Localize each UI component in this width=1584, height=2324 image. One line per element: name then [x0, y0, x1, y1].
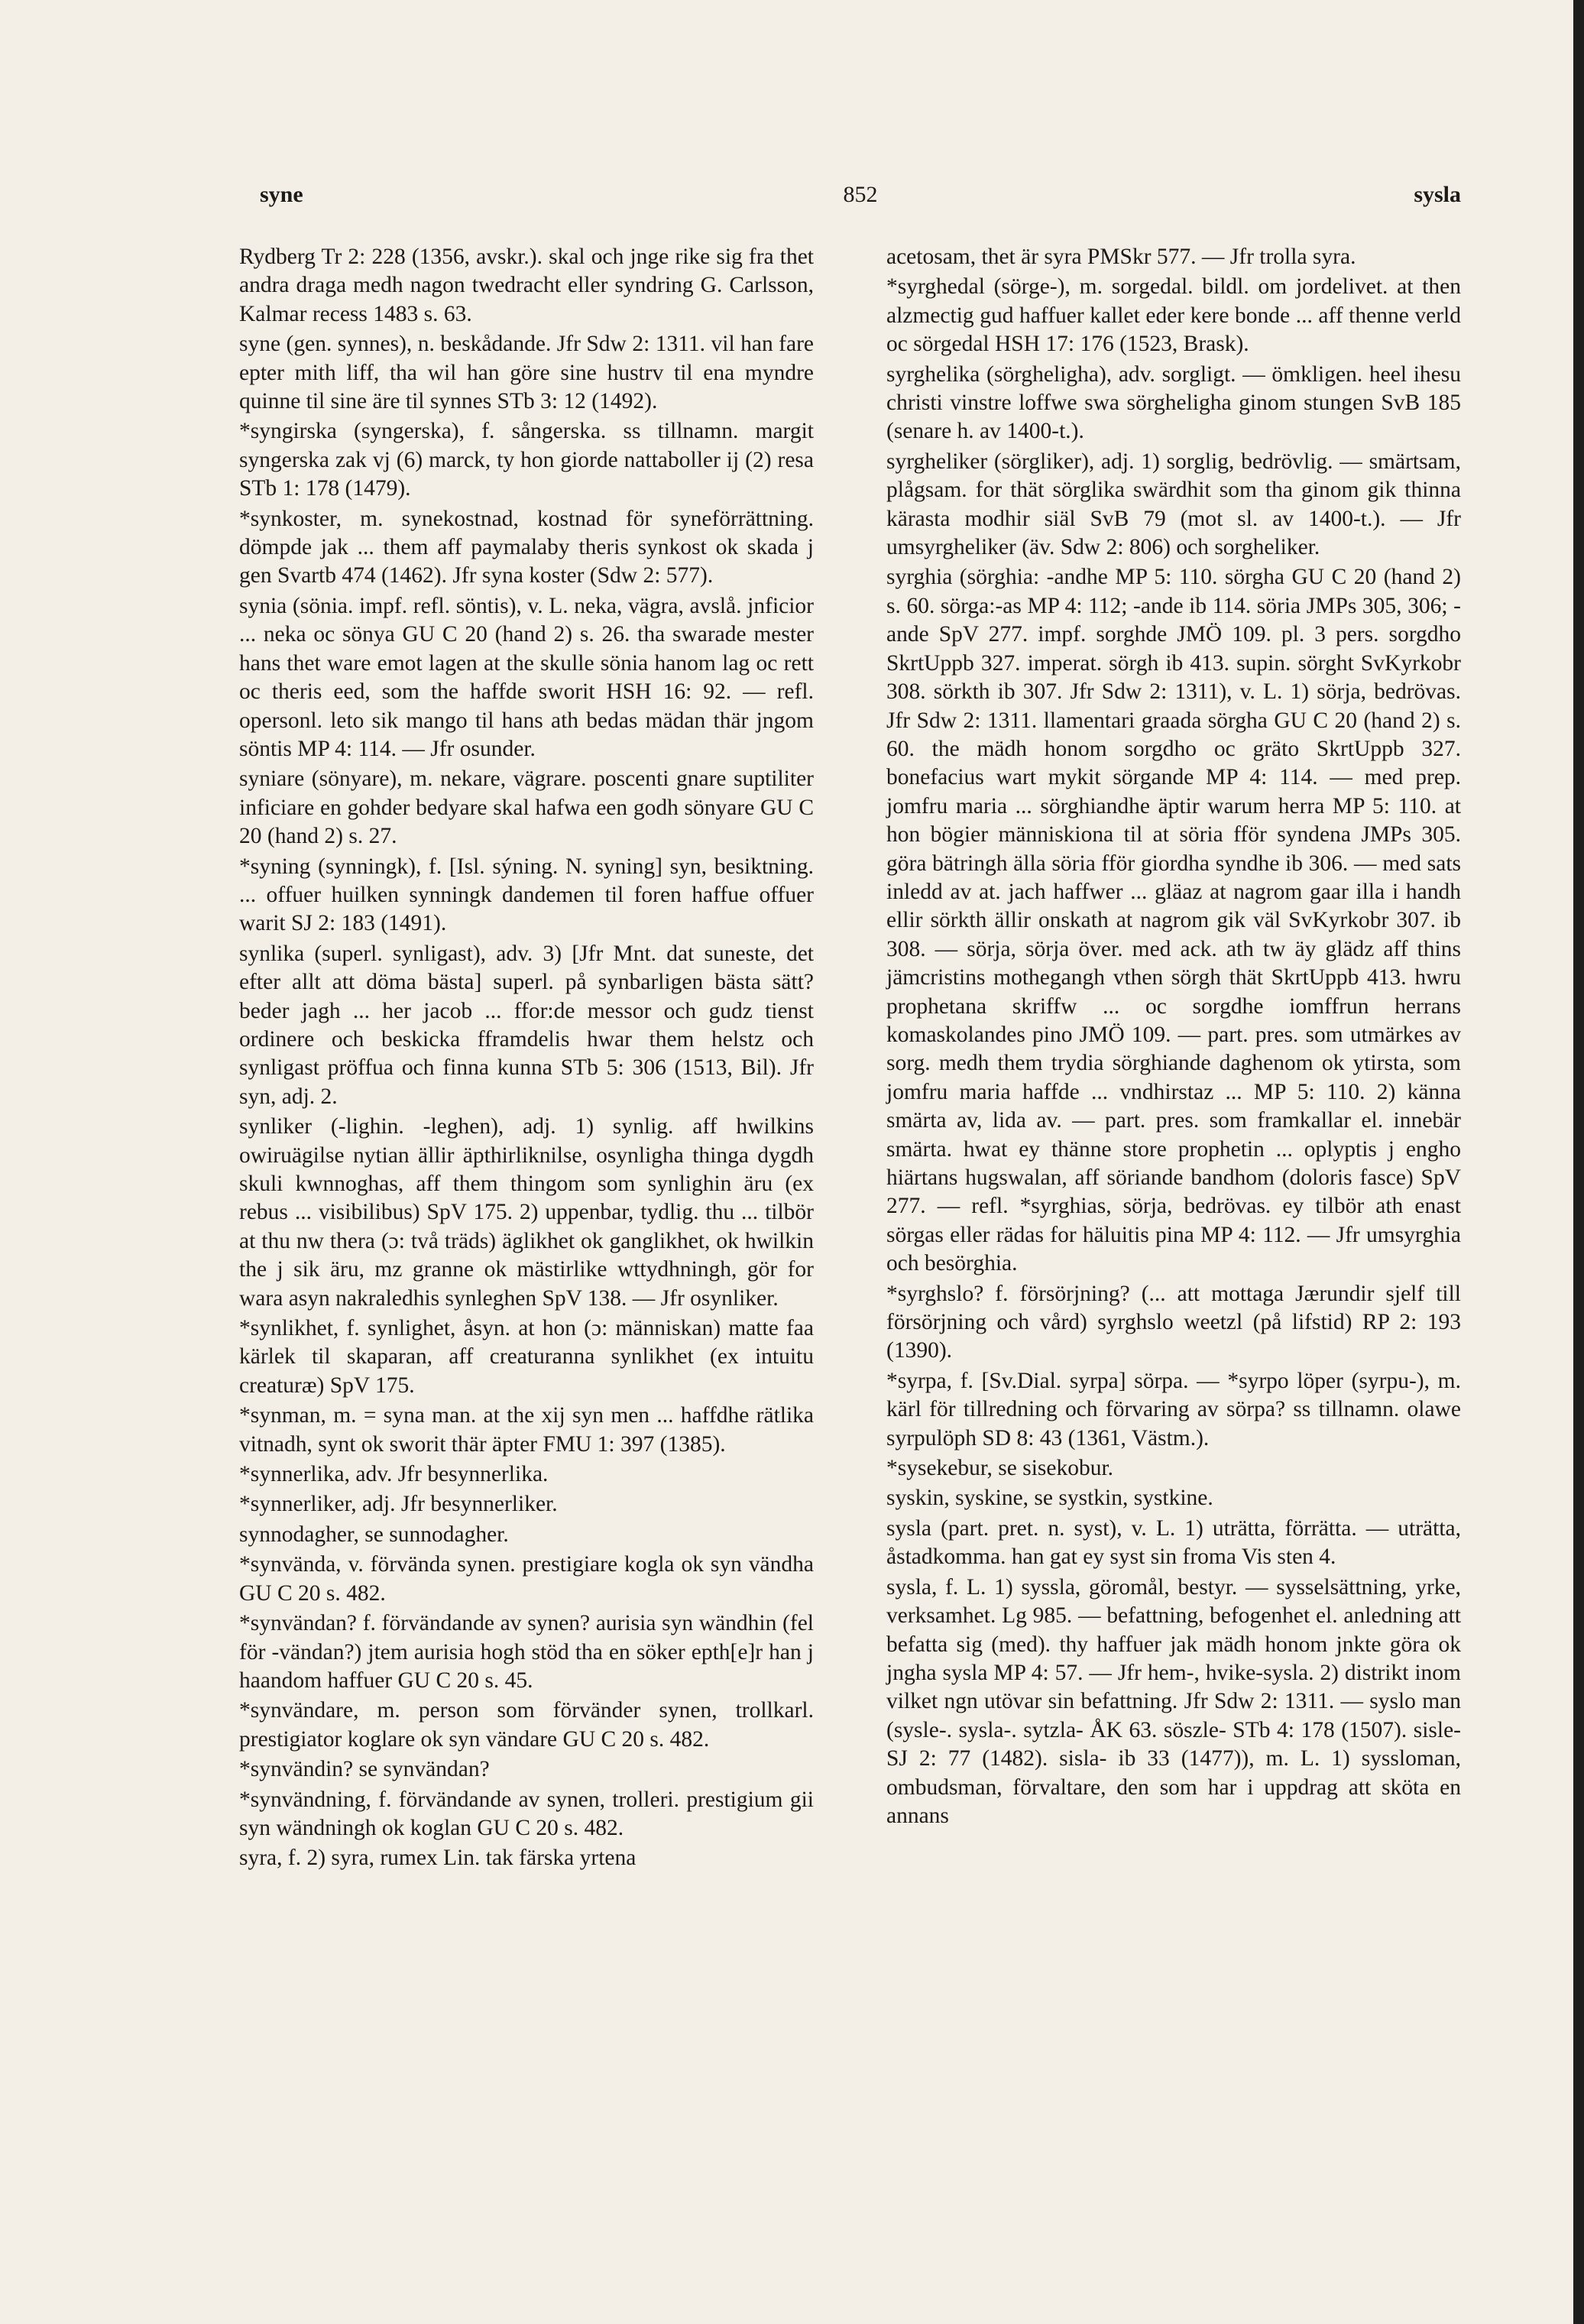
entry-paragraph: *sysekebur, se sisekobur. [886, 1456, 1114, 1481]
left-column [239, 243, 814, 1875]
entry-paragraph: synnodagher, se sunnodagher. [239, 1522, 509, 1547]
page-header [260, 182, 1461, 212]
page-number: 852 [843, 182, 878, 207]
left-running-head: syne [260, 182, 303, 207]
entry-paragraph: *synkoster, m. synekostnad, kostnad för syneförrättning. dömpde jak ... them aff paymalaby theris synkost ok skada j gen Svartb 474 (1462). Jfr syna koster (Sdw 2: 577). [239, 506, 814, 588]
entry-paragraph: *synnerlika, adv. Jfr besynnerlika. [239, 1462, 549, 1487]
entry-paragraph: Rydberg Tr 2: 228 (1356, avskr.). skal och jnge rike sig fra thet andra draga medh nagon twedracht eller syndring G. Carlsson, Kalmar recess 1483 s. 63. [239, 245, 814, 326]
entry-paragraph: syrgheliker (sörgliker), adj. 1) sorglig, bedrövlig. — smärtsam, plågsam. for thät sörglika swärdhit som tha ginom gik thinna kärasta modhir siäl SvB 79 (mot sl. av 1400-t.). — Jfr umsyrgheliker (äv. Sdw 2: 806) och sorgheliker. [886, 449, 1461, 560]
entry-paragraph: *synvändan? f. förvändande av synen? aurisia syn wändhin (fel för -vändan?) jtem aurisia hogh stöd tha en söker epth[e]r han j haandom haffuer GU C 20 s. 45. [239, 1611, 814, 1693]
entry-paragraph: *syrghedal (sörge-), m. sorgedal. bildl. om jordelivet. at then alzmectig gud haffuer kallet eder kere bonde ... aff thenne verld oc sörgedal HSH 17: 176 (1523, Brask). [886, 274, 1461, 357]
entry-paragraph: *syning (synningk), f. [Isl. sýning. N. syning] syn, besiktning. ... offuer huilken synningk dandemen til foren haffue offuer warit SJ 2: 183 (1491). [239, 854, 814, 936]
entry-paragraph: syrghelika (sörgheligha), adv. sorgligt. — ömkligen. heel ihesu christi vinstre loffwe swa sörgheligha ginom stungen SvB 185 (senare h. av 1400-t.). [886, 361, 1461, 444]
right-running-head: sysla [1414, 182, 1461, 207]
entry-paragraph: syniare (sönyare), m. nekare, vägrare. poscenti gnare suptiliter inficiare en gohder bedyare skal hafwa een godh sönyare GU C 20 (hand 2) s. 27. [239, 767, 814, 849]
entry-paragraph: synlika (superl. synligast), adv. 3) [Jfr Mnt. dat suneste, det efter allt att döma bästa] superl. på synbarligen bästa sätt? beder jagh ... her jacob ... ffor:de messor och gudz tienst ordinere och beskicka fframdelis hwar them helstz och synligast pröffua och finna kunna STb 5: 306 (1513, Bil). Jfr syn, adj. 2. [239, 941, 814, 1109]
entry-paragraph: *syrpa, f. [Sv.Dial. syrpa] sörpa. — *syrpo löper (syrpu-), m. kärl för tillredning och förvaring av sörpa? ss tillnamn. olawe syrpulöph SD 8: 43 (1361, Västm.). [886, 1368, 1461, 1450]
entry-paragraph: *synnerliker, adj. Jfr besynnerliker. [239, 1492, 558, 1517]
entry-paragraph: synliker (-lighin. -leghen), adj. 1) synlig. aff hwilkins owiruägilse nytian ällir äpthirliknilse, osynligha thinga dygdh skuli kwnnoghas, aff them thingom som synlighin äru (ex rebus ... visibilibus) SpV 175. 2) uppenbar, tydlig. thu ... tilbör at thu nw thera (ɔ: två träds) äglikhet ok ganglikhet, ok hwilkin the j sik äru, mz granne ok mästirlike wttydhningh, gör for wara asyn nakraledhis synleghen SpV 138. — Jfr osynliker. [239, 1114, 814, 1311]
entry-paragraph: syskin, syskine, se systkin, systkine. [886, 1486, 1213, 1511]
entry-paragraph: *syngirska (syngerska), f. sångerska. ss tillnamn. margit syngerska zak vj (6) marck, ty hon giorde nattaboller ij (2) resa STb 1: 178 (1479). [239, 419, 814, 501]
entry-paragraph: syra, f. 2) syra, rumex Lin. tak färska yrtena [239, 1846, 637, 1871]
entry-paragraph: *synvändning, f. förvändande av synen, trolleri. prestigium gii syn wändningh ok koglan GU C 20 s. 482. [239, 1787, 814, 1840]
entry-paragraph: *synvända, v. förvända synen. prestigiare kogla ok syn vändha GU C 20 s. 482. [239, 1552, 814, 1606]
entry-paragraph: *synvändin? se synvändan? [239, 1757, 490, 1782]
entry-paragraph: *synlikhet, f. synlighet, åsyn. at hon (ɔ: människan) matte faa kärlek til skaparan, aff creaturanna synlikhet (ex intuitu creaturæ) SpV 175. [239, 1316, 814, 1398]
entry-paragraph: sysla (part. pret. n. syst), v. L. 1) uträtta, förrätta. — uträtta, åstadkomma. han gat ey syst sin froma Vis sten 4. [886, 1515, 1461, 1570]
entry-paragraph: *syrghslo? f. försörjning? (... att mottaga Jærundir sjelf till försörjning och vård) syrghslo weetzl (på lifstid) RP 2: 193 (1390). [886, 1281, 1461, 1363]
entry-paragraph: syne (gen. synnes), n. beskådande. Jfr Sdw 2: 1311. vil han fare epter mith liff, tha wil han göre sine hustrv til ena myndre quinne til sine äre til synnes STb 3: 12 (1492). [239, 332, 814, 414]
entry-paragraph: *synman, m. = syna man. at the xij syn men ... haffdhe rätlika vitnadh, synt ok sworit thär äpter FMU 1: 397 (1385). [239, 1403, 814, 1457]
right-column [886, 243, 1461, 1832]
entry-paragraph: sysla, f. L. 1) syssla, göromål, bestyr. — sysselsättning, yrke, verksamhet. Lg 985. — befattning, befogenhet el. anledning att befatta sig (med). thy haffuer jak mädh honom jnkte göra ok jngha sysla MP 4: 57. — Jfr hem-, hvike-sysla. 2) distrikt inom vilket ngn utövar sin befattning. Jfr Sdw 2: 1311. — syslo man (sysle-. sysla-. sytzla- ÅK 63. söszle- STb 4: 178 (1507). sisle- SJ 2: 77 (1482). sisla- ib 33 (1477)), m. L. 1) syssloman, ombudsman, förvaltare, den som har i uppdrag att sköta en annans [886, 1574, 1461, 1828]
entry-paragraph: synia (sönia. impf. refl. söntis), v. L. neka, vägra, avslå. jnficior ... neka oc sönya GU C 20 (hand 2) s. 26. tha swarade mester hans thet ware emot lagen at the skulle sönia hanom lag oc rett oc theris eed, som the haffde sworit HSH 16: 92. — refl. opersonl. leto sik mango til hans ath bedas mädan thär jngom söntis MP 4: 114. — Jfr osunder. [239, 593, 814, 761]
entry-paragraph: acetosam, thet är syra PMSkr 577. — Jfr trolla syra. [886, 245, 1356, 269]
entry-paragraph: syrghia (sörghia: -andhe MP 5: 110. sörgha GU C 20 (hand 2) s. 60. sörga:-as MP 4: 112; -ande ib 114. söria JMPs 305, 306; -ande SpV 277. impf. sorghde JMÖ 109. pl. 3 pers. sorgdho SkrtUppb 327. imperat. sörgh ib 413. supin. sörght SvKyrkobr 308. sörkth ib 307. Jfr Sdw 2: 1311), v. L. 1) sörja, bedrövas. Jfr Sdw 2: 1311. llamentari graada sörgha GU C 20 (hand 2) s. 60. the mädh honom sorgdho oc gräto SkrtUppb 327. bonefacius wart mykit sörgande MP 4: 114. — med prep. jomfru maria ... sörghiandhe äptir warum herra MP 5: 110. at hon bögier människiona til at söria fför syndena JMPs 305. göra bätringh älla söria fför giordha syndhe ib 306. — med sats inledd av at. jach haffwer ... gläaz at nagrom gaar illa i handh ellir sörkth ällir onskath at nagrom gik väl SvKyrkobr 307. ib 308. — sörja, sörja över. med ack. ath tw äy glädz aff thins jämcristins mothegangh vthen sörgh thät SkrtUppb 413. hwru prophetana skriffw ... oc sorgdhe iomffrun herrans komaskolandes pino JMÖ 109. — part. pres. som utmärkes av sorg. medh them trydia sörghiande daghenom ok ytirsta, som jomfru maria haffde ... vndhirstaz ... MP 5: 110. 2) känna smärta av, lida av. — part. pres. som framkallar el. innebär smärta. hwat ey thänne store prophetin ... oplyptis j engho hiärtans hugswalan, aff söriande bandhom (doloris fasce) SpV 277. — refl. *syrghias, sörja, bedrövas. ey tilbör ath enast sörgas eller rädas for häluitis pina MP 4: 112. — Jfr umsyrghia och besörghia. [886, 565, 1461, 1276]
page-edge-shadow [1573, 0, 1584, 2324]
entry-paragraph: *synvändare, m. person som förvänder synen, trollkarl. prestigiator koglare ok syn vändare GU C 20 s. 482. [239, 1698, 814, 1752]
